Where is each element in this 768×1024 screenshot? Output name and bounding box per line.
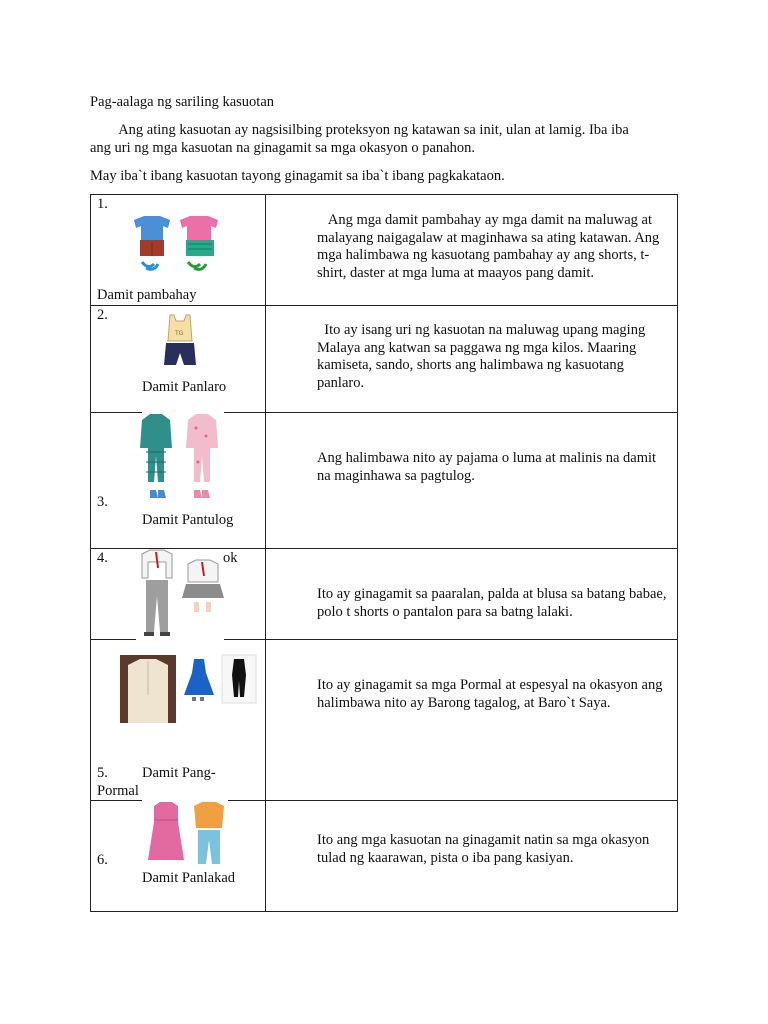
pajamas-icon <box>136 412 226 512</box>
row-label: Damit Panlaro <box>142 379 227 395</box>
table-row <box>90 639 678 800</box>
row-description: Ito ay ginagamit sa paaralan, palda at blusa sa batang babae, polo t shorts o pantalon para sa batng lalaki. <box>317 586 671 620</box>
row-number: 3. <box>97 494 108 510</box>
document-title: Pag-aalaga ng sariling kasuotan <box>90 94 275 110</box>
table-row <box>90 194 678 305</box>
row-label-fragment: ok <box>223 550 238 566</box>
intro-line-3: May iba`t ibang kasuotan tayong ginagamit sa iba`t ibang pagkakataon. <box>90 168 505 184</box>
row-label: Damit Panlakad <box>142 870 236 886</box>
going-out-clothes-icon <box>146 800 236 870</box>
row-label: Damit Pantulog <box>142 512 234 528</box>
table-row <box>90 548 678 639</box>
row-label: Damit pambahay <box>97 287 197 303</box>
intro-paragraph <box>90 122 629 157</box>
clothing-table <box>90 194 678 912</box>
row-number: 2. <box>97 307 108 323</box>
table-row <box>90 412 678 548</box>
row-description: Ang mga damit pambahay ay mga damit na maluwag at malayang naigagalaw at maginhawa sa ating katawan. Ang mga halimbawa ng kasuotang pambahay ay ang shorts, t-shirt, daster at mga luma at maayos pang damit. <box>317 212 663 281</box>
intro-line-1: Ang ating kasuotan ay nagsisilbing proteksyon ng katawan sa init, ulan at lamig. Iba iba <box>90 122 629 138</box>
row-number: 1. <box>97 196 108 212</box>
row-description: Ito ang mga kasuotan na ginagamit natin sa mga okasyon tulad ng kaarawan, pista o iba pang kasiyan. <box>317 832 653 866</box>
row-description: Ang halimbawa nito ay pajama o luma at malinis na damit na maginhawa sa pagtulog. <box>317 450 660 484</box>
table-border-bottom <box>90 911 678 912</box>
table-row <box>90 305 678 412</box>
house-clothes-icon <box>130 214 230 284</box>
table-row <box>90 800 678 911</box>
intro-line-2: ang uri ng mga kasuotan na ginagamit sa mga okasyon o panahon. <box>90 139 475 156</box>
school-uniform-icon <box>136 548 226 640</box>
svg-text:TG: TG <box>175 330 184 337</box>
row-number: 4. <box>97 550 108 566</box>
row-number: 6. <box>97 852 108 868</box>
row-description: Ito ay ginagamit sa mga Pormal at espesyal na okasyon ang halimbawa nito ay Barong tagalog, at Baro`t Saya. <box>317 677 667 711</box>
row-label-line-2: Pormal <box>97 783 139 799</box>
row-description: Ito ay isang uri ng kasuotan na maluwag upang maging Malaya ang katwan sa paggawa ng mga kilos. Maaring kamiseta, sando, shorts ang halimbawa ng kasuotang panlaro. <box>317 322 649 391</box>
play-clothes-icon <box>160 313 200 369</box>
formal-wear-icon <box>120 655 260 725</box>
row-number: 5. <box>97 765 108 781</box>
row-label: Damit Pang- <box>142 765 216 781</box>
